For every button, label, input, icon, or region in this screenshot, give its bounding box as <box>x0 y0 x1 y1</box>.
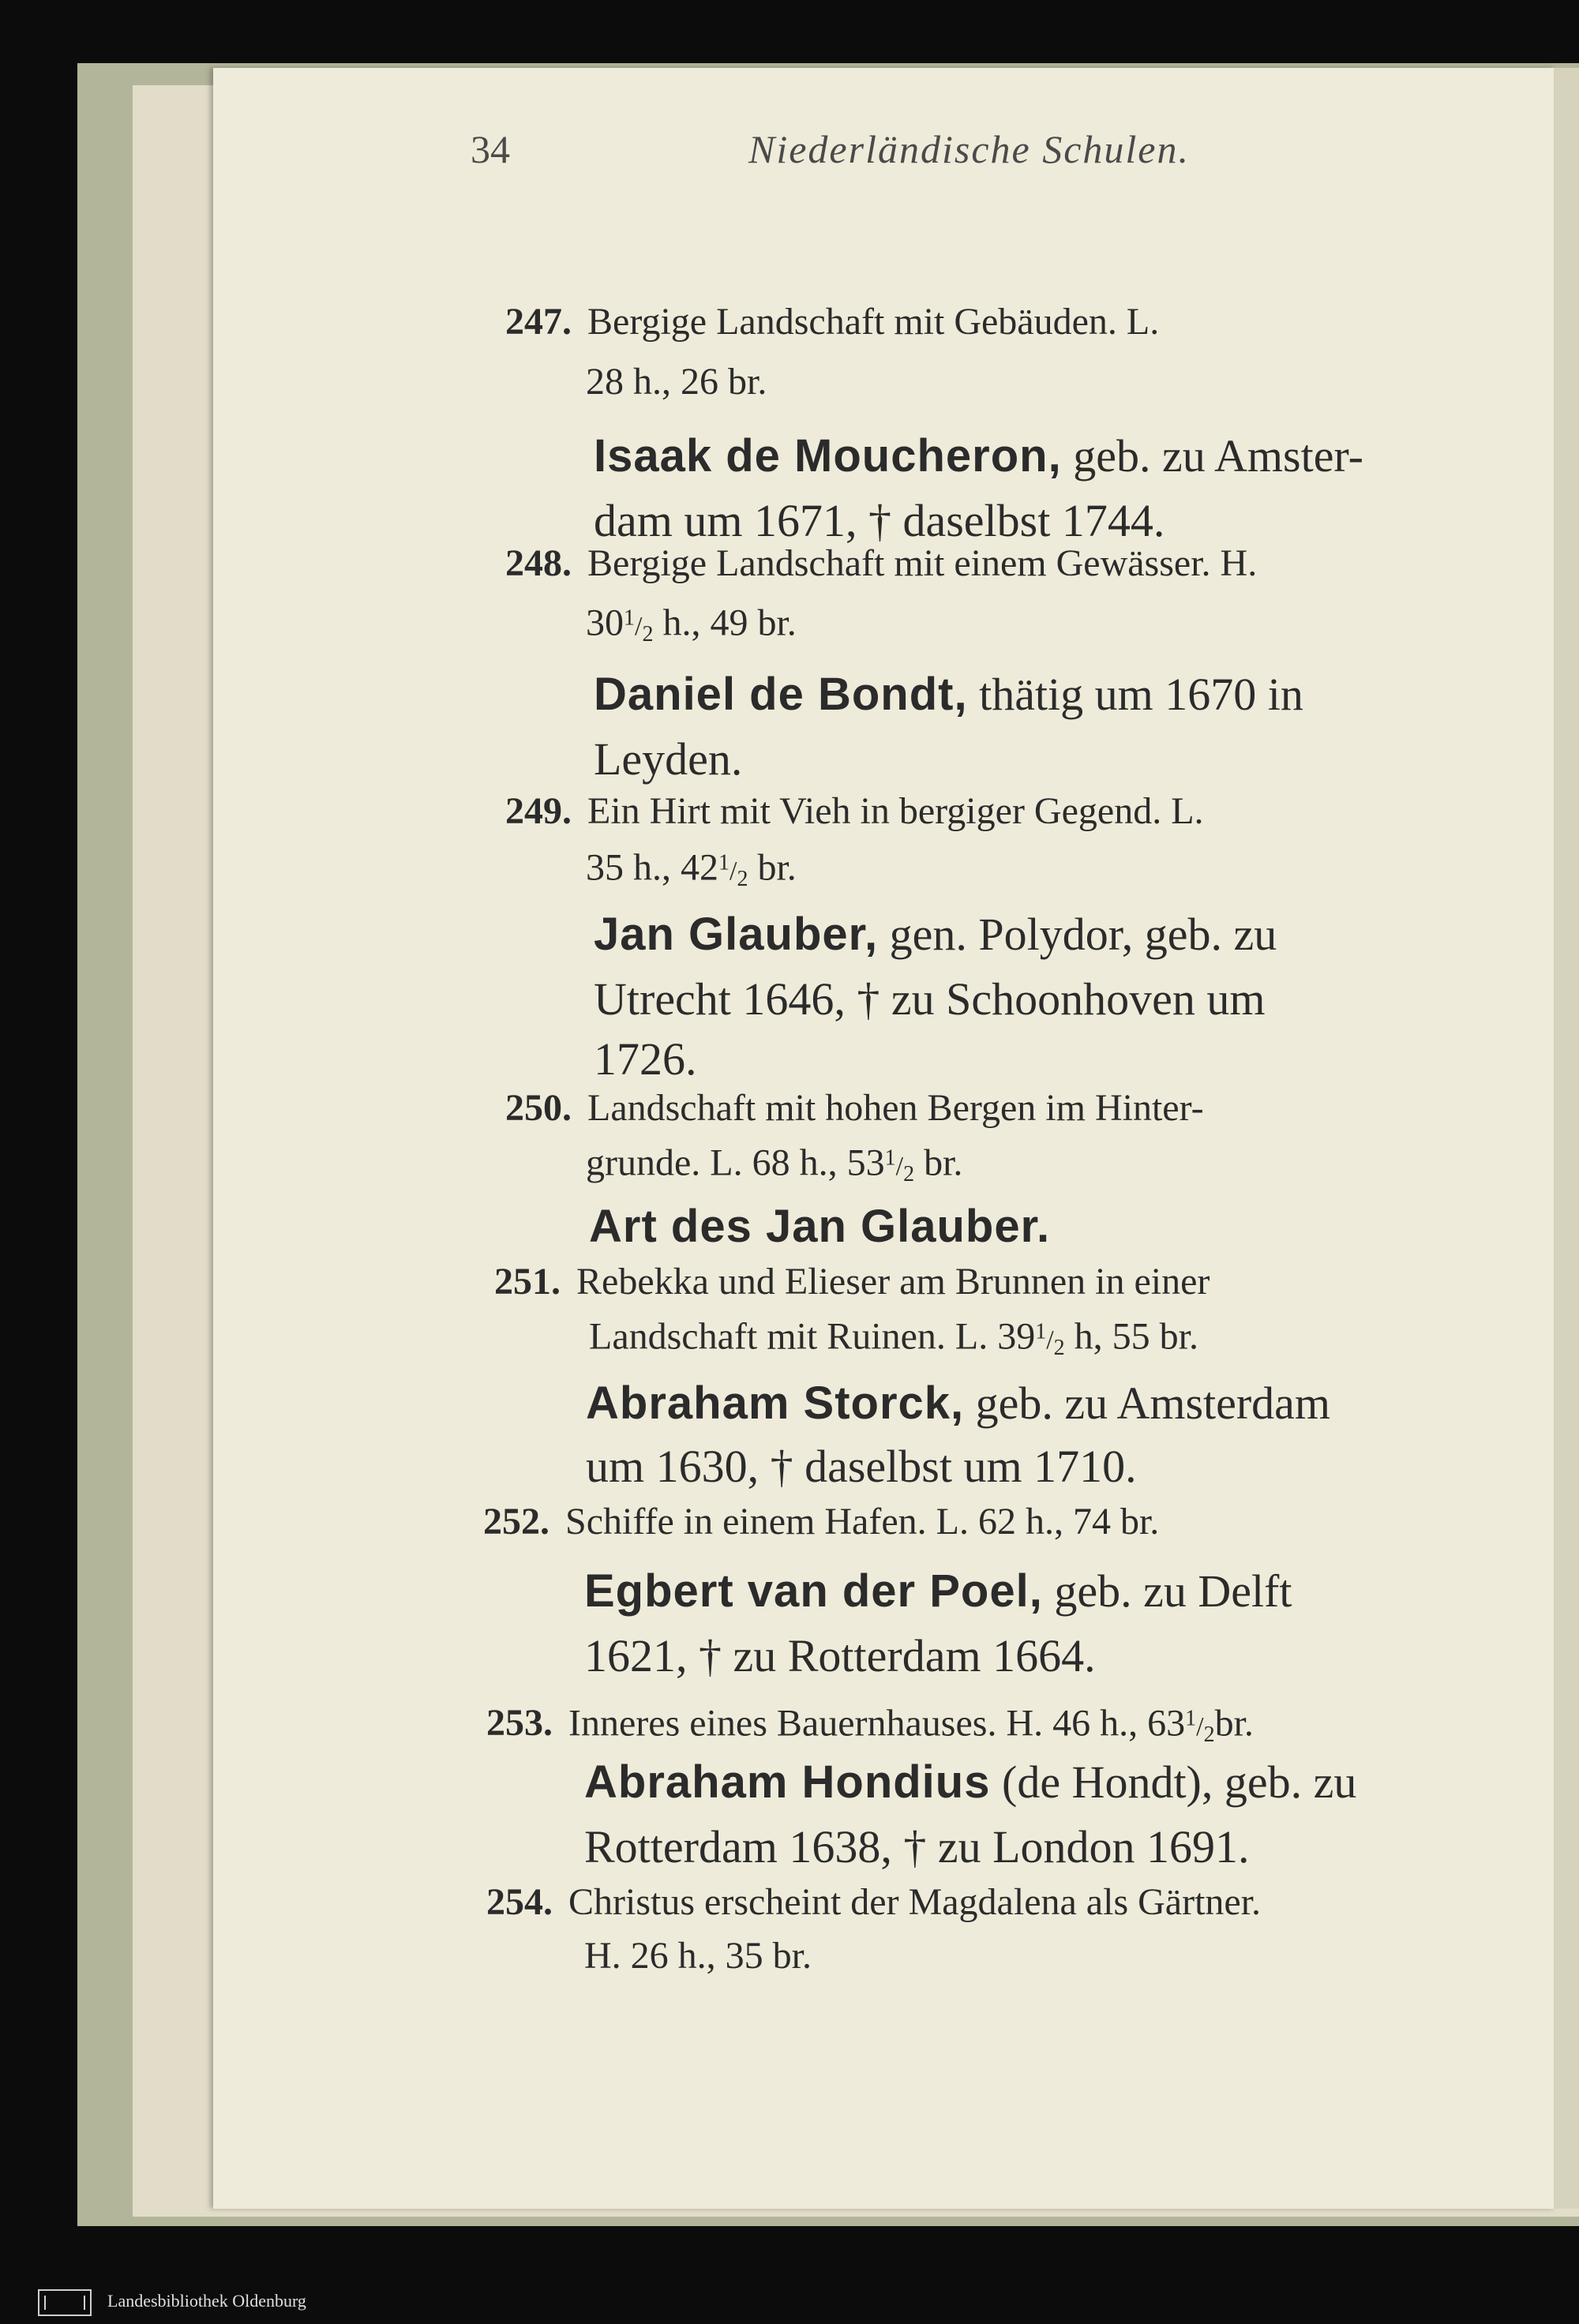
fraction-slash: / <box>1046 1325 1054 1355</box>
line-text: Ein Hirt mit Vieh in bergiger Gegend. L. <box>587 790 1204 832</box>
line-text: Utrecht 1646, † zu Schoonhoven um <box>594 973 1266 1025</box>
line-text: grunde. L. 68 h., 53 <box>586 1141 885 1184</box>
line-text: Leyden. <box>594 733 743 785</box>
fraction-denominator: 2 <box>1203 1722 1215 1748</box>
catalog-line <box>494 1257 1210 1307</box>
catalog-number: 250. <box>505 1087 572 1129</box>
line-text: Rebekka und Elieser am Brunnen in einer <box>576 1261 1210 1303</box>
fraction-numerator: 1 <box>718 851 729 875</box>
page-number: 34 <box>471 127 510 171</box>
fraction-numerator: 1 <box>884 1146 896 1171</box>
line-text: Rotterdam 1638, † zu London 1691. <box>584 1821 1250 1872</box>
catalog-line <box>589 1195 1050 1258</box>
catalog-line <box>584 1751 1356 1814</box>
catalog-line <box>483 1497 1159 1547</box>
line-text: dam um 1671, † daselbst 1744. <box>594 495 1165 546</box>
catalog-line <box>486 1877 1261 1928</box>
catalog-number: 253. <box>486 1702 553 1745</box>
artist-details: (de Hondt), geb. zu <box>990 1756 1357 1808</box>
catalog-line <box>505 297 1159 347</box>
catalog-line <box>594 1028 697 1091</box>
line-text: br. <box>748 846 797 889</box>
fraction <box>884 1146 915 1187</box>
artist-details: geb. zu Delft <box>1042 1565 1292 1617</box>
library-logo-icon <box>38 2289 92 2316</box>
fraction-denominator: 2 <box>737 867 748 892</box>
line-text: 1621, † zu Rotterdam 1664. <box>584 1630 1096 1681</box>
catalog-number: 248. <box>505 542 572 584</box>
catalog-line <box>594 903 1277 966</box>
artist-name: Abraham Hondius <box>584 1756 991 1808</box>
fraction-slash: / <box>729 857 737 886</box>
fraction-slash: / <box>635 612 643 642</box>
catalog-number: 254. <box>486 1881 553 1923</box>
running-title: Niederländische Schulen. <box>748 127 1190 171</box>
footer-credit: Landesbibliothek Oldenburg <box>107 2291 306 2311</box>
catalog-line <box>586 1435 1137 1498</box>
fraction-denominator: 2 <box>903 1162 915 1187</box>
artist-name: Art des Jan Glauber. <box>589 1201 1051 1252</box>
catalog-line <box>594 663 1303 726</box>
line-text: Inneres eines Bauernhauses. H. 46 h., 63 <box>568 1702 1186 1745</box>
fraction-numerator: 1 <box>624 606 635 631</box>
line-text: 28 h., 26 br. <box>586 361 767 403</box>
line-text: Christus erscheint der Magdalena als Gärtner. <box>568 1881 1262 1923</box>
line-text: um 1630, † daselbst um 1710. <box>586 1441 1137 1492</box>
line-text: br. <box>914 1141 963 1184</box>
catalog-line <box>505 538 1257 589</box>
line-text: 30 <box>586 602 624 644</box>
line-text: 1726. <box>594 1033 697 1085</box>
fraction-numerator: 1 <box>1185 1707 1197 1731</box>
catalog-line <box>505 1083 1204 1134</box>
catalog-line <box>586 594 797 660</box>
artist-details: thätig um 1670 in <box>967 669 1303 720</box>
catalog-line <box>586 357 767 407</box>
catalog-number: 252. <box>483 1501 549 1542</box>
catalog-line <box>586 1372 1330 1435</box>
catalog-line <box>594 425 1363 488</box>
artist-name: Egbert van der Poel, <box>584 1565 1043 1617</box>
catalog-line <box>586 838 797 905</box>
fraction-denominator: 2 <box>1053 1336 1065 1361</box>
line-text: Landschaft mit Ruinen. L. 39 <box>589 1315 1036 1358</box>
line-text: br. <box>1214 1702 1254 1745</box>
catalog-line <box>594 728 742 791</box>
catalog-number: 247. <box>505 301 572 343</box>
fraction <box>1035 1320 1065 1361</box>
catalog-line <box>584 1560 1292 1623</box>
artist-name: Daniel de Bondt, <box>594 669 968 720</box>
line-text: H. 26 h., 35 br. <box>584 1935 812 1977</box>
line-text: h., 49 br. <box>653 602 797 644</box>
catalog-line <box>584 1931 812 1981</box>
artist-details: gen. Polydor, geb. zu <box>878 909 1277 960</box>
fraction <box>624 606 654 647</box>
fraction <box>1185 1707 1215 1748</box>
catalog-line <box>505 786 1204 837</box>
catalog-line <box>589 1307 1198 1374</box>
fraction <box>718 851 748 892</box>
artist-name: Isaak de Moucheron, <box>594 430 1062 482</box>
catalog-number: 249. <box>505 790 572 832</box>
fraction-numerator: 1 <box>1035 1320 1047 1344</box>
line-text: 35 h., 42 <box>586 846 718 889</box>
catalog-line <box>586 1134 962 1200</box>
line-text: h, 55 br. <box>1064 1315 1199 1358</box>
artist-details: geb. zu Amster- <box>1061 430 1363 482</box>
artist-name: Jan Glauber, <box>594 909 879 960</box>
line-text: Schiffe in einem Hafen. L. 62 h., 74 br. <box>565 1501 1160 1542</box>
line-text: Bergige Landschaft mit Gebäuden. L. <box>587 301 1160 343</box>
fraction-denominator: 2 <box>642 622 654 647</box>
line-text: Bergige Landschaft mit einem Gewässer. H. <box>587 542 1258 584</box>
catalog-line <box>584 1816 1250 1879</box>
catalog-line <box>594 968 1266 1031</box>
line-text: Landschaft mit hohen Bergen im Hinter- <box>587 1087 1204 1129</box>
fraction-slash: / <box>895 1152 904 1182</box>
artist-details: geb. zu Amsterdam <box>964 1378 1331 1429</box>
fraction-slash: / <box>1196 1712 1204 1742</box>
catalog-number: 251. <box>494 1261 561 1303</box>
catalog-line <box>584 1625 1096 1688</box>
artist-name: Abraham Storck, <box>586 1378 965 1429</box>
